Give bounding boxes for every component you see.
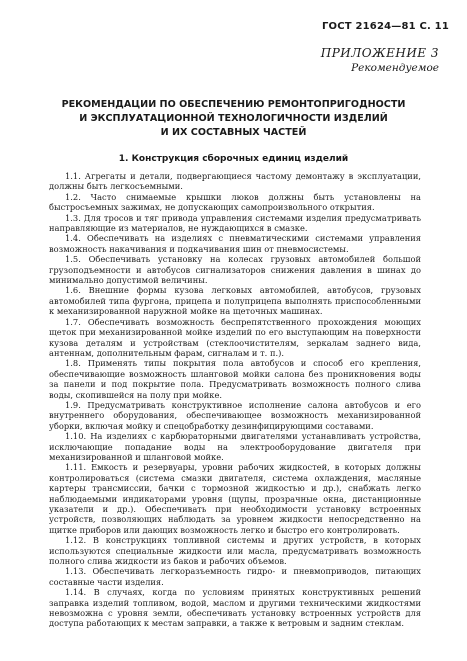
paragraph-1-9: 1.9. Предусматривать конструктивное исполнение салона автобусов и его внутреннего оборудования, обеспечивающее возможность механизированной уборки, включая мойку и спецобработку дезинфицирующими составами. (49, 399, 421, 431)
title-line: РЕКОМЕНДАЦИИ ПО ОБЕСПЕЧЕНИЮ РЕМОНТОПРИГОДНОСТИ (61, 99, 406, 110)
paragraph-1-5: 1.5. Обеспечивать установку на колесах грузовых автомобилей большой грузоподъемности и автобусов сигнализаторов снижения давления в шинах до минимально допустимой величины. (49, 254, 421, 286)
paragraph-1-7: 1.7. Обеспечивать возможность беспрепятственного прохождения моющих щеток при механизированной мойке изделий по его выступающим на поверхности кузова деталям и устройствам (стеклоочистителям, зеркалам заднего вида, антеннам, дополнительным фарам, сигналам и т. п.). (49, 316, 421, 358)
paragraph-1-13: 1.13. Обеспечивать легкоразъемность гидро- и пневмоприводов, питающих составные части изделия. (49, 566, 421, 587)
section-title: 1. Конструкция сборочных единиц изделий (118, 154, 349, 164)
paragraph-1-1: 1.1. Агрегаты и детали, подвергающиеся частому демонтажу в эксплуатации, должны быть легкосъемными. (49, 171, 421, 192)
title-line: И ИХ СОСТАВНЫХ ЧАСТЕЙ (160, 127, 307, 138)
paragraph-1-3: 1.3. Для тросов и тяг привода управления системами изделия предусматривать направляющие из материалов, не нуждающихся в смазке. (49, 212, 421, 234)
paragraph-1-4: 1.4. Обеспечивать на изделиях с пневматическими системами управления возможность накачивания и подкачивания шин от пневмосистемы. (49, 233, 421, 254)
paragraph-1-12: 1.12. В конструкциях топливной системы и других устройств, в которых используются специальные жидкости или масла, предусматривать возможность полного слива жидкости из баков и рабочих объемов. (49, 535, 421, 567)
title-line: И ЭКСПЛУАТАЦИОННОЙ ТЕХНОЛОГИЧНОСТИ ИЗДЕЛИЙ (79, 113, 388, 124)
paragraph-1-11: 1.11. Емкость и резервуары, уровни рабочих жидкостей, в которых должны контролироваться (система смазки двигателя, система охлаждения, масляные картеры трансмиссии, бачки с тормозной жидкостью и др.), снабжать легко наблюдаемыми индикаторами уровня (щупы, прозрачные окна, дистанционные указатели и др.). Обеспечивать при необходимости установку встроенных устройств, позволяющих наблюдать за уровнем жидкости непосредственно на щитке приборов или дающих возможность легко и быстро его контролировать. (49, 462, 421, 535)
page-header: ГОСТ 21624—81 С. 11 (321, 21, 449, 32)
paragraph-1-14: 1.14. В случаях, когда по условиям принятых конструктивных решений заправка изделий топливом, водой, маслом и другими техническими жидкостями невозможна с уровня земли, обеспечивать установку встроенных устройств для доступа работающих к местам заправки, а также к ветровым и задним стеклам. (49, 587, 421, 629)
appendix-label: ПРИЛОЖЕНИЕ 3 (320, 46, 439, 60)
document-body (49, 171, 421, 629)
paragraph-1-10: 1.10. На изделиях с карбюраторными двигателями устанавливать устройства, исключающие попадание воды на электрооборудование двигателя при механизированной и шланговой мойке. (49, 431, 421, 462)
paragraph-1-8: 1.8. Применять типы покрытия пола автобусов и способ его крепления, обеспечивающие возможность шланговой мойки салона без проникновения воды за панели и под покрытие пола. Предусматривать возможность полного слива воды, скопившейся на полу при мойке. (49, 358, 421, 400)
appendix-status: Рекомендуемое (351, 62, 439, 74)
paragraph-1-2: 1.2. Часто снимаемые крышки люков должны быть установлены на быстросъемных зажимах, не допускающих самопроизвольного открытия. (49, 191, 421, 213)
paragraph-1-6: 1.6. Внешние формы кузова легковых автомобилей, автобусов, грузовых автомобилей типа фургона, прицепа и полуприцепа выполнять приспособленными к механизированной наружной мойке на щеточных машинах. (49, 285, 421, 317)
document-title (0, 98, 467, 140)
